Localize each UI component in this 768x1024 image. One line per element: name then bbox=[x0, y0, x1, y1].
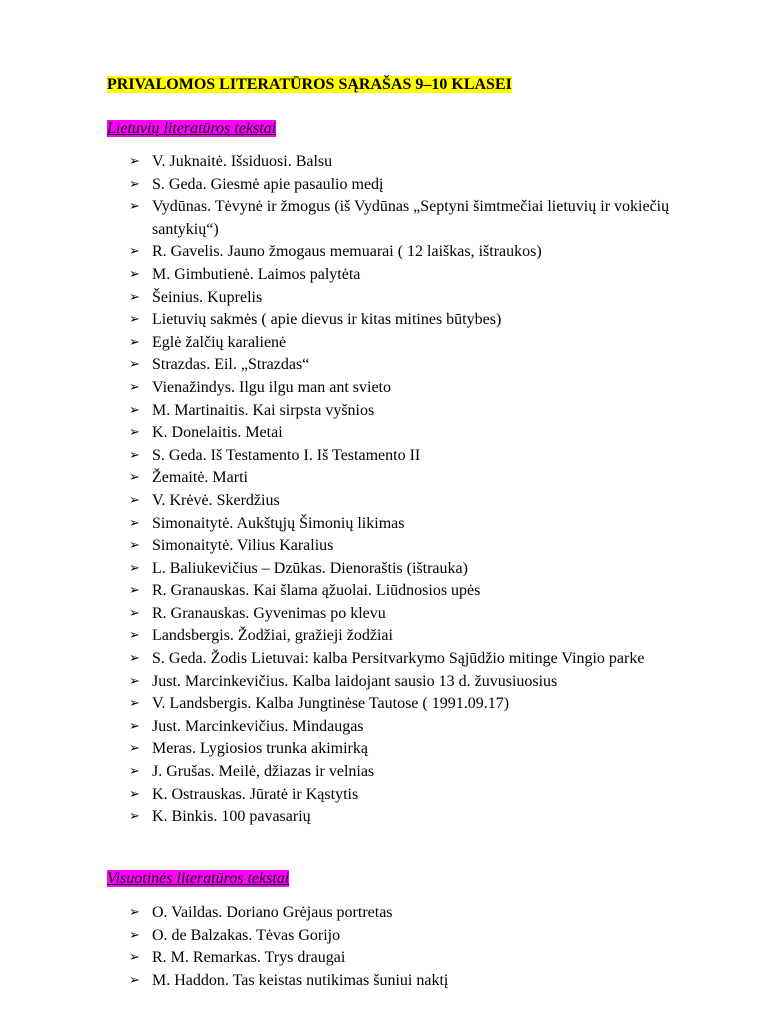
arrow-bullet-icon: ➢ bbox=[129, 402, 140, 418]
list-item-text: Just. Marcinkevičius. Kalba laidojant sausio 13 d. žuvusiuosius bbox=[152, 672, 558, 690]
list-item-text: L. Baliukevičius – Dzūkas. Dienoraštis (ištrauka) bbox=[152, 559, 468, 577]
arrow-bullet-icon: ➢ bbox=[129, 605, 140, 621]
arrow-bullet-icon: ➢ bbox=[129, 786, 140, 802]
arrow-bullet-icon: ➢ bbox=[129, 538, 140, 554]
list-item-text: J. Grušas. Meilė, džiazas ir velnias bbox=[152, 763, 375, 781]
list-item-text: Vienažindys. Ilgu ilgu man ant svieto bbox=[152, 378, 391, 396]
list-item-text: O. de Balzakas. Tėvas Gorijo bbox=[152, 926, 341, 944]
list-item-text: Eglė žalčių karalienė bbox=[152, 333, 287, 351]
arrow-bullet-icon: ➢ bbox=[129, 741, 140, 757]
list-item-text: M. Gimbutienė. Laimos palytėta bbox=[152, 265, 361, 283]
list-item bbox=[0, 513, 768, 536]
list-item bbox=[0, 354, 768, 377]
section-heading-lithuanian-text: Lietuvių literatūros tekstai bbox=[107, 120, 277, 137]
arrow-bullet-icon: ➢ bbox=[129, 447, 140, 463]
list-item bbox=[0, 693, 768, 716]
list-item bbox=[0, 625, 768, 648]
list-item bbox=[0, 174, 768, 197]
list-item-text: Simonaitytė. Vilius Karalius bbox=[152, 537, 334, 555]
arrow-bullet-icon: ➢ bbox=[129, 764, 140, 780]
arrow-bullet-icon: ➢ bbox=[129, 289, 140, 305]
list-item-text: R. Granauskas. Kai šlama ąžuolai. Liūdnosios upės bbox=[152, 582, 481, 600]
list-item-text: Šeinius. Kuprelis bbox=[152, 288, 263, 306]
list-item bbox=[0, 241, 768, 264]
list-item-text: S. Geda. Iš Testamento I. Iš Testamento II bbox=[152, 446, 421, 464]
list-item bbox=[0, 151, 768, 174]
lithuanian-literature-list bbox=[0, 151, 768, 829]
arrow-bullet-icon: ➢ bbox=[129, 199, 140, 215]
arrow-bullet-icon: ➢ bbox=[129, 560, 140, 576]
list-item bbox=[0, 490, 768, 513]
list-item bbox=[0, 671, 768, 694]
list-item bbox=[0, 332, 768, 355]
list-item bbox=[0, 784, 768, 807]
list-item-text: R. Granauskas. Gyvenimas po klevu bbox=[152, 604, 386, 622]
list-item-text: K. Binkis. 100 pavasarių bbox=[152, 808, 311, 826]
list-item bbox=[0, 535, 768, 558]
arrow-bullet-icon: ➢ bbox=[129, 927, 140, 943]
arrow-bullet-icon: ➢ bbox=[129, 972, 140, 988]
arrow-bullet-icon: ➢ bbox=[129, 266, 140, 282]
arrow-bullet-icon: ➢ bbox=[129, 905, 140, 920]
list-item bbox=[0, 716, 768, 739]
world-literature-list bbox=[0, 902, 768, 992]
list-item-text: Žemaitė. Marti bbox=[152, 469, 248, 487]
arrow-bullet-icon: ➢ bbox=[129, 312, 140, 328]
list-item bbox=[0, 970, 768, 993]
list-item bbox=[0, 196, 768, 241]
document-title-text: PRIVALOMOS LITERATŪROS SĄRAŠAS 9–10 KLASEI bbox=[107, 76, 512, 93]
list-item bbox=[0, 422, 768, 445]
arrow-bullet-icon: ➢ bbox=[129, 809, 140, 825]
arrow-bullet-icon: ➢ bbox=[129, 425, 140, 441]
list-item-text: Lietuvių sakmės ( apie dievus ir kitas mitines būtybes) bbox=[152, 311, 502, 329]
list-item-text: Meras. Lygiosios trunka akimirką bbox=[152, 740, 368, 758]
list-item bbox=[0, 287, 768, 310]
list-item bbox=[0, 806, 768, 829]
arrow-bullet-icon: ➢ bbox=[129, 470, 140, 486]
arrow-bullet-icon: ➢ bbox=[129, 718, 140, 734]
list-item bbox=[0, 902, 768, 925]
list-item-text: K. Ostrauskas. Jūratė ir Kąstytis bbox=[152, 785, 359, 803]
arrow-bullet-icon: ➢ bbox=[129, 651, 140, 667]
list-item-text: K. Donelaitis. Metai bbox=[152, 424, 283, 442]
list-item-text: M. Haddon. Tas keistas nutikimas šuniui naktį bbox=[152, 971, 449, 989]
list-item-text: Landsbergis. Žodžiai, gražieji žodžiai bbox=[152, 627, 393, 645]
list-item bbox=[0, 467, 768, 490]
list-item-text: V. Juknaitė. Išsiduosi. Balsu bbox=[152, 153, 333, 170]
arrow-bullet-icon: ➢ bbox=[129, 492, 140, 508]
list-item-text: Strazdas. Eil. „Strazdas“ bbox=[152, 356, 310, 374]
list-item-text: R. Gavelis. Jauno žmogaus memuarai ( 12 laiškas, ištraukos) bbox=[152, 243, 542, 261]
arrow-bullet-icon: ➢ bbox=[129, 673, 140, 689]
list-item bbox=[0, 400, 768, 423]
list-item-text: S. Geda. Giesmė apie pasaulio medį bbox=[152, 175, 384, 193]
arrow-bullet-icon: ➢ bbox=[129, 334, 140, 350]
arrow-bullet-icon: ➢ bbox=[129, 357, 140, 373]
section-heading-lithuanian bbox=[107, 119, 276, 139]
list-item bbox=[0, 580, 768, 603]
list-item bbox=[0, 648, 768, 671]
list-item bbox=[0, 925, 768, 948]
arrow-bullet-icon: ➢ bbox=[129, 244, 140, 260]
list-item bbox=[0, 761, 768, 784]
arrow-bullet-icon: ➢ bbox=[129, 379, 140, 395]
section-heading-world bbox=[107, 869, 289, 889]
list-item bbox=[0, 264, 768, 287]
list-item bbox=[0, 947, 768, 970]
list-item bbox=[0, 445, 768, 468]
arrow-bullet-icon: ➢ bbox=[129, 176, 140, 192]
list-item bbox=[0, 603, 768, 626]
document-title bbox=[107, 75, 512, 95]
list-item bbox=[0, 738, 768, 761]
section-heading-world-text: Visuotinės literatūros tekstai bbox=[107, 870, 290, 887]
list-item-text: Simonaitytė. Aukštųjų Šimonių likimas bbox=[152, 514, 405, 532]
arrow-bullet-icon: ➢ bbox=[129, 515, 140, 531]
list-item-text: R. M. Remarkas. Trys draugai bbox=[152, 949, 346, 967]
list-item bbox=[0, 377, 768, 400]
list-item bbox=[0, 558, 768, 581]
list-item-text: V. Landsbergis. Kalba Jungtinėse Tautose ( 1991.09.17) bbox=[152, 695, 510, 713]
list-item-text: M. Martinaitis. Kai sirpsta vyšnios bbox=[152, 401, 375, 419]
list-item-text: O. Vaildas. Doriano Grėjaus portretas bbox=[152, 904, 393, 921]
arrow-bullet-icon: ➢ bbox=[129, 950, 140, 966]
list-item-text: V. Krėvė. Skerdžius bbox=[152, 491, 280, 509]
list-item-text: Vydūnas. Tėvynė ir žmogus (iš Vydūnas „Septyni šimtmečiai lietuvių ir vokiečių santykių“) bbox=[152, 198, 670, 238]
list-item-text: S. Geda. Žodis Lietuvai: kalba Persitvarkymo Sąjūdžio mitinge Vingio parke bbox=[152, 650, 645, 668]
arrow-bullet-icon: ➢ bbox=[129, 696, 140, 712]
arrow-bullet-icon: ➢ bbox=[129, 583, 140, 599]
list-item-text: Just. Marcinkevičius. Mindaugas bbox=[152, 717, 364, 735]
arrow-bullet-icon: ➢ bbox=[129, 154, 140, 169]
list-item bbox=[0, 309, 768, 332]
arrow-bullet-icon: ➢ bbox=[129, 628, 140, 644]
